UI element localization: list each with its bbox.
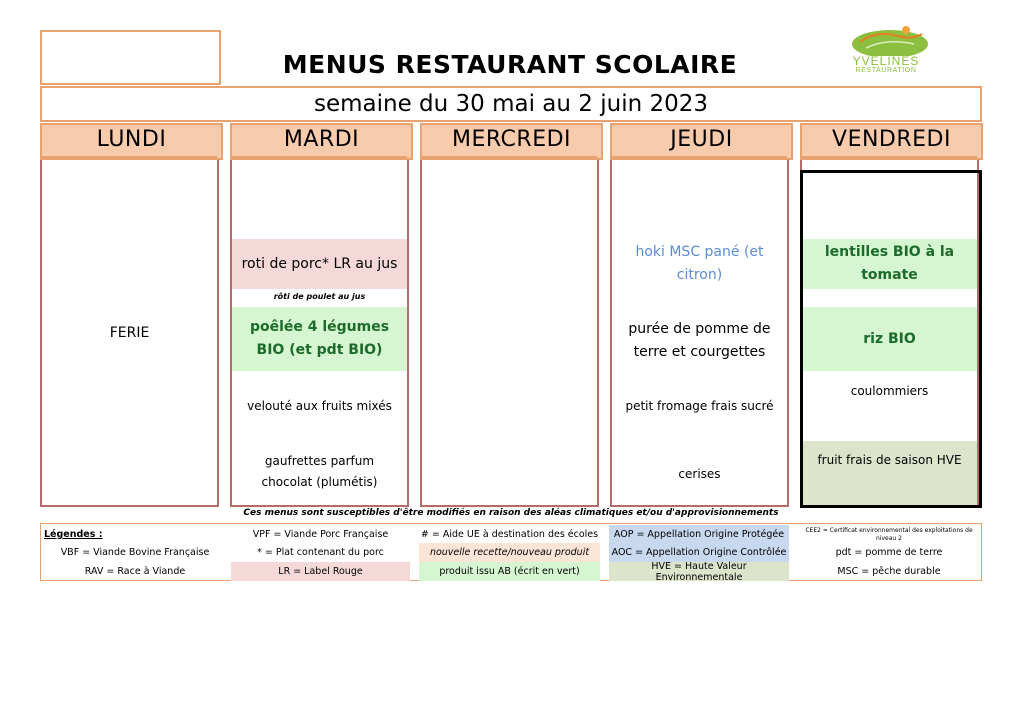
legend-plat-porc: * = Plat contenant du porc — [257, 547, 384, 558]
header-divider — [42, 156, 217, 158]
vendredi-highlight-frame — [800, 170, 982, 508]
legend-label-rouge: LR = Label Rouge — [231, 562, 410, 581]
mardi-dessert: gaufrettes parfum chocolat (plumétis) — [261, 454, 378, 489]
day-header-mercredi: MERCREDI — [420, 123, 603, 160]
legend-produit-ab: produit issu AB (écrit en vert) — [419, 562, 600, 581]
legend-pdt: pdt = pomme de terre — [835, 547, 943, 558]
column-mercredi — [420, 123, 599, 507]
header-divider — [232, 156, 407, 158]
header-divider — [802, 156, 977, 158]
logo-text-restauration: RESTAURATION — [855, 67, 917, 74]
week-title: semaine du 30 mai au 2 juin 2023 — [40, 86, 982, 122]
legend-msc: MSC = pêche durable — [837, 566, 941, 577]
legend-title: Légendes : — [44, 529, 103, 540]
legend-hve: HVE = Haute Valeur Environnementale — [609, 562, 789, 581]
header-divider — [612, 156, 787, 158]
legend-vpf: VPF = Viande Porc Française — [252, 529, 389, 540]
legend-aide-ue: # = Aide UE à destination des écoles — [420, 529, 599, 540]
legend-rav: RAV = Race à Viande — [84, 566, 186, 577]
logo-text-yvelines: YVELINES — [852, 54, 920, 68]
mardi-side-dish: poêlée 4 légumes BIO (et pdt BIO) — [232, 307, 407, 371]
disclaimer-note: Ces menus sont susceptibles d'être modifiés en raison des aléas climatiques et/ou d'approvisionnements — [243, 508, 779, 518]
yvelines-restauration-logo — [836, 24, 936, 76]
column-jeudi — [610, 123, 789, 507]
column-lundi — [40, 123, 219, 507]
vendredi-dessert: fruit frais de saison HVE — [802, 441, 977, 505]
legend-table — [40, 523, 982, 581]
vendredi-dairy: coulommiers — [850, 384, 929, 398]
blank-header-box — [40, 30, 221, 85]
column-mardi — [230, 123, 409, 507]
legend-aoc: AOC = Appellation Origine Contrôlée — [609, 543, 789, 562]
vendredi-side-dish: riz BIO — [802, 307, 977, 371]
vendredi-main-dish: lentilles BIO à la tomate — [802, 239, 977, 289]
jeudi-side-dish: purée de pomme de terre et courgettes — [628, 321, 771, 360]
day-header-jeudi: JEUDI — [610, 123, 793, 160]
jeudi-dairy: petit fromage frais sucré — [625, 399, 774, 413]
mardi-main-dish: roti de porc* LR au jus — [232, 239, 407, 289]
day-header-lundi: LUNDI — [40, 123, 223, 160]
jeudi-dessert: cerises — [678, 467, 721, 481]
mardi-dairy: velouté aux fruits mixés — [247, 399, 392, 413]
leaf-logo-icon — [836, 24, 936, 56]
mardi-alternative-dish: rôti de poulet au jus — [273, 292, 366, 301]
ferie-label: FERIE — [109, 324, 150, 341]
legend-nouvelle-recette: nouvelle recette/nouveau produit — [419, 543, 600, 562]
legend-aop: AOP = Appellation Origine Protégée — [609, 525, 789, 544]
jeudi-main-dish: hoki MSC pané (et citron) — [635, 244, 764, 283]
day-header-vendredi: VENDREDI — [800, 123, 983, 160]
header-divider — [422, 156, 597, 158]
day-header-mardi: MARDI — [230, 123, 413, 160]
legend-vbf: VBF = Viande Bovine Française — [60, 547, 210, 558]
page-title: MENUS RESTAURANT SCOLAIRE — [282, 50, 738, 79]
legend-cee2: CEE2 = Certificat environnemental des exploitations de niveau 2 — [805, 526, 973, 542]
